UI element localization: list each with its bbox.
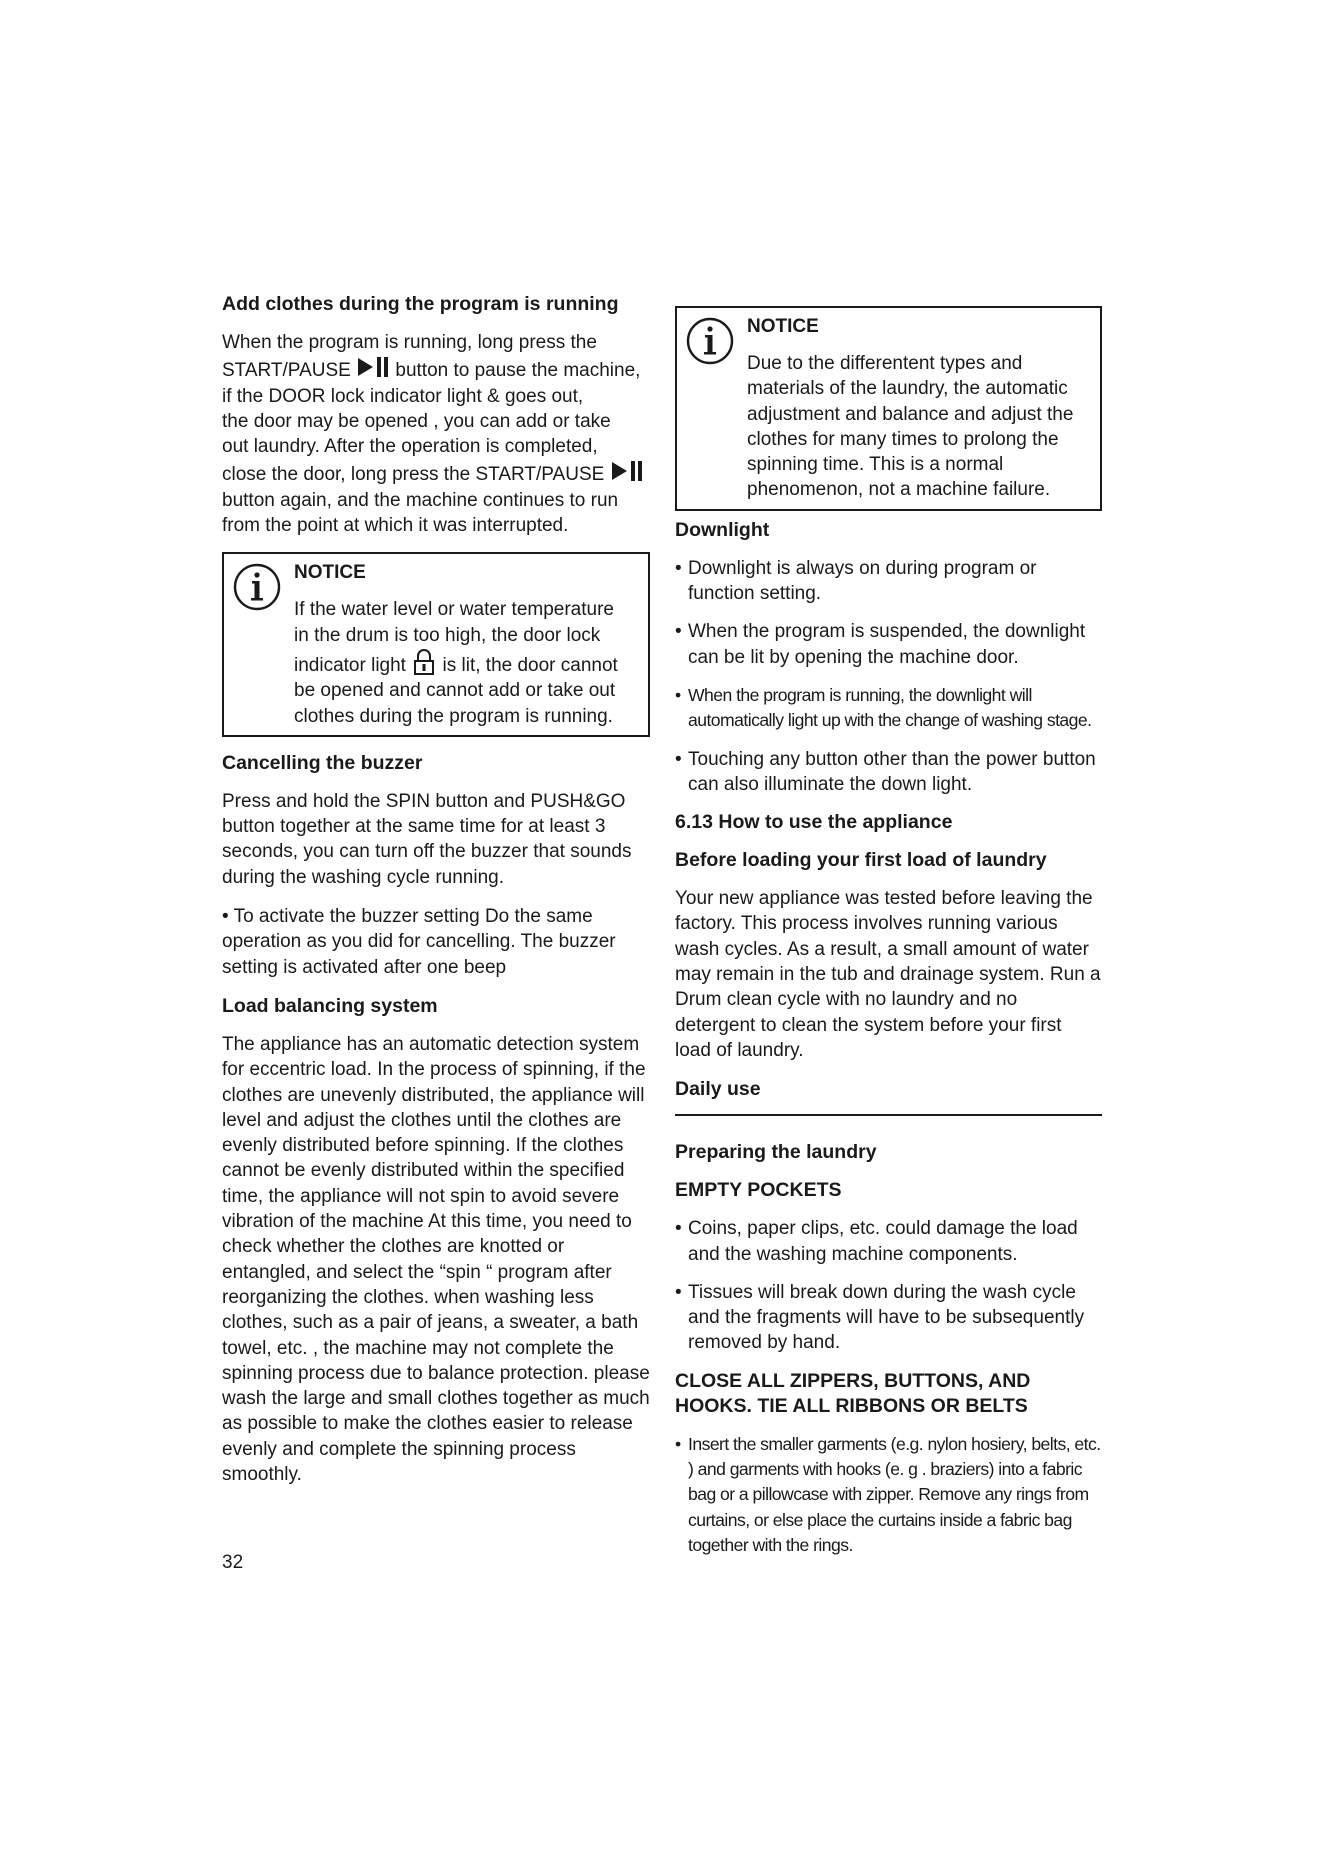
add-clothes-line: When the program is running, long press the: [222, 332, 597, 353]
pockets-list: [675, 1216, 1102, 1355]
load-balancing-heading: Load balancing system: [222, 994, 438, 1017]
start-pause-icon: [356, 355, 390, 379]
empty-pockets-heading: EMPTY POCKETS: [675, 1179, 842, 1202]
buzzer-paragraph: Press and hold the SPIN button and PUSH&GO button together at the same time for at least 3 seconds, you can turn off the buzzer that sounds during the washing cycle running.: [222, 790, 632, 888]
left-column: [222, 292, 650, 1501]
door-lock-icon: [413, 648, 435, 676]
buzzer-heading: Cancelling the buzzer: [222, 751, 423, 774]
info-icon: [232, 562, 282, 612]
add-clothes-heading: Add clothes during the program is running: [222, 293, 619, 315]
buzzer-activate-paragraph: • To activate the buzzer setting Do the same operation as you did for cancelling. The buzzer setting is activated after one beep: [222, 906, 616, 978]
notice-title: NOTICE: [294, 562, 366, 584]
daily-use-heading: Daily use: [675, 1078, 761, 1101]
load-balancing-paragraph: The appliance has an automatic detection system for eccentric load. In the process of spinning, if the clothes are unevenly distributed, the appliance will level and adjust the clothes until the clothes are evenly distributed before spinning. If the clothes cannot be evenly distributed within the specified time, the appliance will not spin to avoid severe vibration of the machine At this time, you need to check whether the clothes are knotted or entangled, and select the “spin “ program after reorganizing the clothes. when washing less clothes, such as a pair of jeans, a sweater, a bath towel, etc. , the machine may not complete the spinning process due to balance protection. please wash the large and small clothes together as much as possible to make the clothes easier to release evenly and complete the spinning process smoothly.: [222, 1033, 650, 1485]
list-item: • Touching any button other than the power button can also illuminate the down light.: [675, 747, 1102, 798]
notice-title: NOTICE: [747, 316, 819, 337]
add-clothes-paragraph: [222, 330, 650, 538]
downlight-heading: Downlight: [675, 518, 770, 541]
add-clothes-line: START/PAUSE button to pause the machine,: [222, 355, 650, 383]
notice-box-door-lock: [222, 552, 650, 736]
close-zippers-heading: CLOSE ALL ZIPPERS, BUTTONS, AND HOOKS. TIE ALL RIBBONS OR BELTS: [675, 1369, 1031, 1417]
add-clothes-line: button again, and the machine continues to run: [222, 489, 619, 511]
page-number: 32: [222, 1552, 244, 1573]
right-column: [675, 292, 1102, 1571]
start-pause-icon: [610, 459, 644, 483]
first-load-heading: Before loading your first load of laundry: [675, 849, 1047, 872]
list-item: • Coins, paper clips, etc. could damage the load and the washing machine components.: [675, 1216, 1102, 1267]
section-divider: [675, 1114, 1102, 1116]
add-clothes-line: if the DOOR lock indicator light & goes out,: [222, 385, 584, 407]
list-item: • Downlight is always on during program or function setting.: [675, 556, 1102, 607]
list-item: • When the program is suspended, the downlight can be lit by opening the machine door.: [675, 619, 1102, 670]
add-clothes-line: out laundry. After the operation is completed,: [222, 436, 598, 458]
notice-body: If the water level or water temperature in the drum is too high, the door lock indicator light is lit, the door cannot be opened and cannot add or take out clothes during the program is running.: [294, 599, 618, 727]
list-item: • When the program is running, the downlight will automatically light up with the change of washing stage.: [675, 683, 1102, 734]
first-load-paragraph: Your new appliance was tested before leaving the factory. This process involves running various wash cycles. As a result, a small amount of water may remain in the tub and drainage system. Run a Drum clean cycle with no laundry and no detergent to clean the system before your first load of laundry.: [675, 888, 1101, 1061]
preparing-laundry-heading: Preparing the laundry: [675, 1141, 877, 1164]
notice-body: Due to the differentent types and materials of the laundry, the automatic adjustment and balance and adjust the clothes for many times to prolong the spinning time. This is a normal phenomenon, not a machine failure.: [747, 353, 1074, 501]
add-clothes-line: the door may be opened , you can add or take: [222, 410, 611, 432]
add-clothes-line: close the door, long press the START/PAUSE: [222, 459, 650, 487]
close-zippers-list: [675, 1432, 1102, 1558]
add-clothes-line: from the point at which it was interrupted.: [222, 515, 569, 537]
list-item: • Insert the smaller garments (e.g. nylon hosiery, belts, etc. ) and garments with hooks (e. g . braziers) into a fabric bag or a pillowcase with zipper. Remove any rings from curtains, or else place the curtains inside a fabric bag together with the rings.: [675, 1432, 1102, 1558]
list-item: • Tissues will break down during the wash cycle and the fragments will have to be subsequently removed by hand.: [675, 1280, 1102, 1356]
notice-box-spin-balance: [675, 306, 1102, 511]
info-icon: [685, 316, 735, 366]
downlight-list: [675, 556, 1102, 797]
how-to-use-heading: 6.13 How to use the appliance: [675, 811, 953, 834]
